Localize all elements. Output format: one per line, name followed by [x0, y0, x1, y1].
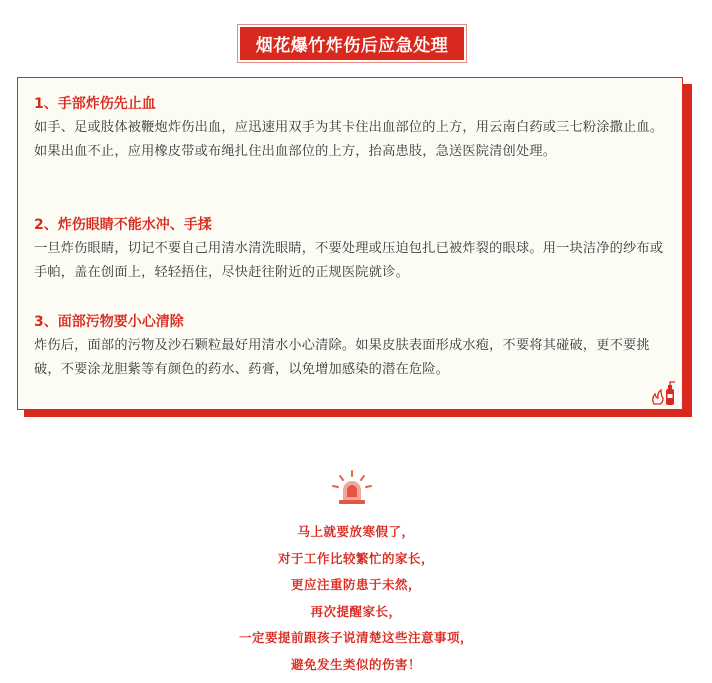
closing-line: 一定要提前跟孩子说清楚这些注意事项， [238, 630, 473, 646]
closing-line: 再次提醒家长， [310, 603, 402, 619]
section-heading: 1、手部炸伤先止血 [34, 96, 156, 112]
closing-line: 对于工作比较繁忙的家长， [277, 550, 434, 566]
section-2 [34, 215, 670, 285]
section-body: 如手、足或肢体被鞭炮炸伤出血，应迅速用双手为其卡住出血部位的上方，用云南白药或三七粉涂撒止血。如果出血不止，应用橡皮带或布绳扎住出血部位的上方，抬高患肢，急送医院清创处理。 [34, 120, 664, 159]
alarm-light-icon [330, 469, 374, 507]
closing-line: 避免发生类似的伤害！ [290, 656, 421, 672]
fire-extinguisher-icon [648, 377, 678, 407]
closing-message [0, 519, 712, 679]
section-3 [34, 312, 670, 382]
section-body: 炸伤后，面部的污物及沙石颗粒最好用清水小心清除。如果皮肤表面形成水疱，不要将其碰破，更不要挑破，不要涂龙胆紫等有颜色的药水、药膏，以免增加感染的潜在危险。 [34, 338, 650, 377]
closing-line: 更应注重防患于未然， [290, 577, 421, 593]
content-card [17, 77, 683, 410]
section-heading: 3、面部污物要小心清除 [34, 314, 184, 330]
section-body: 一旦炸伤眼睛，切记不要自己用清水清洗眼睛，不要处理或压迫包扎已被炸裂的眼球。用一块洁净的纱布或手帕，盖在创面上，轻轻捂住，尽快赶往附近的正规医院就诊。 [34, 241, 664, 280]
page-title: 烟花爆竹炸伤后应急处理 [240, 27, 464, 60]
closing-line: 马上就要放寒假了， [297, 524, 415, 539]
section-heading: 2、炸伤眼睛不能水冲、手揉 [34, 217, 212, 233]
section-1 [34, 94, 670, 164]
